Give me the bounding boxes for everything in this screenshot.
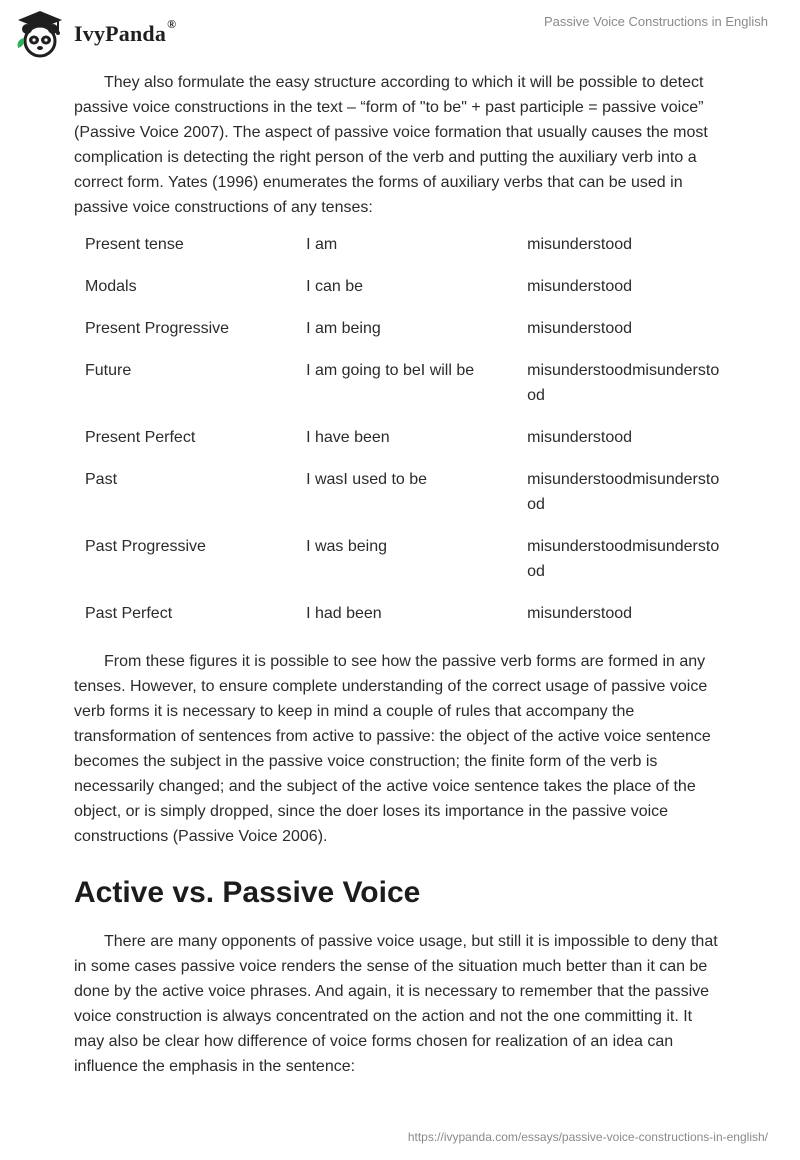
essay-content xyxy=(74,70,726,1079)
table-row xyxy=(74,425,726,467)
participle-cell: misunderstood xyxy=(527,605,633,622)
tense-cell: Modals xyxy=(85,278,137,295)
participle-cell: misunderstood xyxy=(527,320,633,337)
participle-cell: misunderstoodmisunderstood xyxy=(527,471,720,513)
participle-cell: misunderstood xyxy=(527,278,633,295)
panda-logo-icon xyxy=(14,8,66,60)
participle-cell: misunderstood xyxy=(527,429,633,446)
tense-cell: Present tense xyxy=(85,236,184,253)
auxiliary-cell: I had been xyxy=(306,605,382,622)
auxiliary-cell: I have been xyxy=(306,429,390,446)
logo-text: IvyPanda® xyxy=(74,17,177,46)
auxiliary-cell: I wasI used to be xyxy=(306,471,428,488)
tense-cell: Present Progressive xyxy=(85,320,230,337)
auxiliary-cell: I am xyxy=(306,236,338,253)
paragraph-passive-usage: There are many opponents of passive voice usage, but still it is impossible to deny that in some cases passive voice renders the sense of the situation much better than it can be done by the active voice phrases. And again, it is necessary to remember that the passive voice construction is always concentrated on the action and not the one committing it. It may also be clear how difference of voice forms chosen for realization of an idea can influence the emphasis in the sentence: xyxy=(74,933,718,1075)
auxiliary-cell: I am being xyxy=(306,320,381,337)
table-row xyxy=(74,358,726,425)
participle-cell: misunderstoodmisunderstood xyxy=(527,362,720,404)
auxiliary-cell: I am going to beI will be xyxy=(306,362,475,379)
table-row xyxy=(74,534,726,601)
table-row xyxy=(74,274,726,316)
tense-cell: Present Perfect xyxy=(85,429,196,446)
table-row xyxy=(74,467,726,534)
source-url[interactable]: https://ivypanda.com/essays/passive-voice-constructions-in-english/ xyxy=(407,1130,768,1144)
tense-cell: Future xyxy=(85,362,132,379)
tense-cell: Past Perfect xyxy=(85,605,173,622)
auxiliary-verb-forms-table xyxy=(74,232,726,643)
paragraph-transformation-rules: From these figures it is possible to see how the passive verb forms are formed in any tenses. However, to ensure complete understanding of the correct usage of passive voice verb forms it is necessary to keep in mind a couple of rules that accompany the transformation of sentences from active to passive: the object of the active voice sentence becomes the subject in the passive voice construction; the finite form of the verb is necessarily changed; and the subject of the active voice sentence takes the place of the object, or is simply dropped, since the doer loses its importance in the passive voice constructions (Passive Voice 2006). xyxy=(74,653,711,845)
document-title: Passive Voice Constructions in English xyxy=(543,14,768,29)
table-row xyxy=(74,232,726,274)
auxiliary-cell: I can be xyxy=(306,278,363,295)
participle-cell: misunderstood xyxy=(527,236,633,253)
tense-cell: Past xyxy=(85,471,118,488)
table-row xyxy=(74,316,726,358)
page-header xyxy=(0,0,800,66)
ivypanda-logo[interactable] xyxy=(14,8,176,60)
section-heading-active-vs-passive: Active vs. Passive Voice xyxy=(74,876,421,909)
tense-cell: Past Progressive xyxy=(85,538,206,555)
participle-cell: misunderstoodmisunderstood xyxy=(527,538,720,580)
table-row xyxy=(74,601,726,643)
paragraph-auxiliary-structure: They also formulate the easy structure according to which it will be possible to detect passive voice constructions in the text – “form of "to be" + past participle = passive voice” (Passive Voice 2007). The aspect of passive voice formation that usually causes the most complication is detecting the right person of the verb and putting the auxiliary verb into a correct form. Yates (1996) enumerates the forms of auxiliary verbs that can be used in passive voice constructions of any tenses: xyxy=(74,74,708,216)
auxiliary-cell: I was being xyxy=(306,538,387,555)
